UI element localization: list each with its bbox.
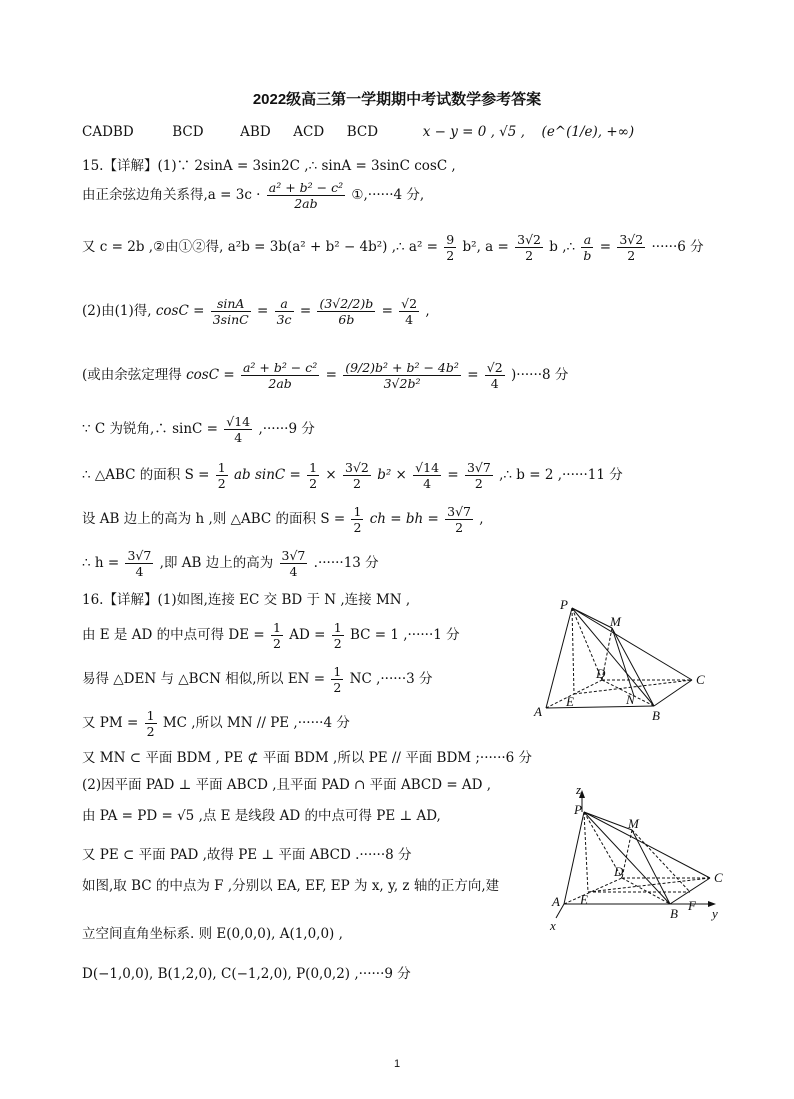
text: cosC = [155,303,205,319]
q15-line-7 [82,460,623,491]
fraction [307,460,319,491]
denominator: b [583,248,592,263]
label-C: C [696,672,705,687]
label-D: D [596,666,606,681]
denominator: 2 [446,248,455,263]
q16-line-2 [82,620,460,651]
fraction [332,620,344,651]
numerator: 3√7 [466,460,491,475]
fraction [125,548,153,579]
numerator: 9 [446,232,455,247]
denominator: 2 [352,476,361,491]
text: b² × [377,467,407,483]
numerator: (3√2/2)b [319,296,374,311]
label-M: M [628,816,639,831]
numerator: a² + b² − c² [242,360,318,375]
label-M: M [610,614,621,629]
label-P: P [574,802,582,817]
denominator: 4 [135,564,144,579]
denominator: 2 [333,636,342,651]
q16-line-4 [82,708,350,739]
q15-line-4: (2)由(1)得, cosC = $\frac{\sin A}{3\sin C}$ = $\frac{a}{3c}$ = $\frac{(3√2/2)b}{6b}$ = $\frac{√2}{4}$ , [82,296,430,327]
numerator: √14 [226,414,251,429]
numerator: sinA [211,296,251,312]
denominator: 3sinC [212,312,249,327]
fraction [267,180,345,211]
fraction [224,414,252,445]
text: × [325,467,337,483]
q16-line-1: 16.【详解】(1)如图,连接 EC 交 BD 于 N ,连接 MN , [82,592,411,608]
text: (或由余弦定理得 [82,367,182,383]
numerator: 3√2 [619,232,644,247]
q15-line-9 [82,548,379,579]
text: b², a = [462,239,509,255]
fraction [275,296,294,327]
pyramid-figure-2 [540,784,740,934]
fraction [343,460,371,491]
text: ∵ C 为锐角,∴ sinC = [82,421,218,437]
text: = [447,467,459,483]
q16-line-10: 立空间直角坐标系. 则 E(0,0,0), A(1,0,0) , [82,926,343,942]
numerator: 3√7 [447,504,471,519]
text: .······13 分 [313,555,379,571]
denominator: 2 [272,636,281,651]
text: cosC = [186,367,235,383]
text: ab sinC = [234,467,301,483]
q15-line-5: (或由余弦定理得 cosC = $\frac{\text{a² + b² − c²}}{2ab}$ = $\frac{\text{(9/2)b² + b² − 4b²}}{\text{3√2b²}}$ = $\frac{√2}{4}$ )······8 分 [82,360,569,391]
fraction [216,460,228,491]
fraction [343,360,461,391]
denominator: 3c [276,312,292,327]
fraction [280,548,308,579]
q16-line-9: 如图,取 BC 的中点为 F ,分别以 EA, EF, EP 为 x, y, z 轴的正方向,建 [82,878,500,894]
label-x: x [550,918,556,933]
denominator: 2 [309,476,318,491]
fraction [445,504,473,535]
label-C: C [714,870,723,885]
text: 又 c = 2b ,②由①②得, a²b = 3b(a² + b² − 4b²) ,∴ a² = [82,239,438,255]
fraction [351,504,363,535]
text: 易得 △DEN 与 △BCN 相似,所以 EN = [82,671,326,687]
fraction [241,360,319,391]
text: )······8 分 [511,367,569,383]
page-title: 2022级高三第一学期期中考试数学参考答案 [252,91,542,108]
fraction [317,296,375,327]
denominator: 2ab [268,376,292,391]
fraction [444,232,456,263]
label-B: B [652,708,660,723]
text: , [479,511,484,527]
answer-group: BCD [346,124,379,140]
fraction [211,296,251,327]
denominator: 2 [217,476,226,491]
text: ∴ h = [82,555,120,571]
text: (2)由(1)得, [82,303,152,319]
label-z: z [576,784,582,797]
label-B: B [670,906,678,921]
denominator: 4 [289,564,298,579]
text: MC ,所以 MN // PE ,······4 分 [162,715,350,731]
label-A: A [534,704,542,719]
text: ch = bh = [369,511,439,527]
numerator: 1 [146,708,155,723]
label-E: E [566,694,574,709]
numerator: a [581,232,593,248]
label-y: y [712,906,718,921]
label-F: F [688,898,696,913]
fraction [399,296,419,327]
numerator: 3√2 [345,460,369,475]
fraction [331,664,343,695]
text: NC ,······3 分 [349,671,433,687]
fraction [617,232,645,263]
numerator: 3√7 [127,548,152,563]
denominator: 4 [490,376,499,391]
pyramid-figure-1 [528,596,724,728]
numerator: (9/2)b² + b² − 4b² [345,360,459,375]
denominator: 2ab [294,196,318,211]
text: AD = [289,627,326,643]
numerator: 1 [272,620,281,635]
denominator: 2 [146,724,155,739]
denominator: 2 [333,680,342,695]
text: 由 E 是 AD 的中点可得 DE = [82,627,265,643]
fraction [413,460,441,491]
answer-line [82,122,634,142]
q15-line-2 [82,180,424,211]
fraction [485,360,505,391]
denominator: 2 [353,520,362,535]
label-A: A [552,894,560,909]
answer-group: BCD [172,124,204,140]
q16-line-8: 又 PE ⊂ 平面 PAD ,故得 PE ⊥ 平面 ABCD .······8 分 [82,847,412,863]
numerator: a² + b² − c² [268,180,344,195]
page-number: 1 [393,1058,401,1070]
q15-line-8 [82,504,484,535]
text: = [256,303,269,319]
text: ······6 分 [651,239,704,255]
numerator: 1 [333,620,342,635]
q16-line-5: 又 MN ⊂ 平面 BDM , PE ⊄ 平面 BDM ,所以 PE // 平面 BDM ;······6 分 [82,750,533,766]
q15-line-6 [82,414,315,445]
label-D: D [614,864,624,879]
text: b ,∴ [549,239,576,255]
text: = [599,239,612,255]
q16-line-6: (2)因平面 PAD ⊥ 平面 ABCD ,且平面 PAD ∩ 平面 ABCD = AD , [82,777,492,793]
numerator: √2 [401,296,418,311]
label-P: P [560,597,568,612]
fraction [145,708,157,739]
fraction [271,620,283,651]
text: 又 PM = [82,715,139,731]
numerator: √2 [486,360,503,375]
fill-answer: (e^(1/e), +∞) [541,124,635,140]
label-N: N [626,692,635,707]
numerator: 1 [333,664,342,679]
denominator: 6b [338,312,355,327]
text: ,······9 分 [258,421,315,437]
denominator: 2 [525,248,534,263]
numerator: 1 [309,460,318,475]
fraction [515,232,543,263]
denominator: 4 [423,476,432,491]
answer-group: CADBD [82,124,134,140]
denominator: 4 [405,312,414,327]
numerator: 3√7 [281,548,306,563]
fraction [465,460,493,491]
q16-line-11: D(−1,0,0), B(1,2,0), C(−1,2,0), P(0,0,2) ,······9 分 [82,966,411,982]
q16-line-7: 由 PA = PD = √5 ,点 E 是线段 AD 的中点可得 PE ⊥ AD, [82,808,441,824]
text: ,∴ b = 2 ,······11 分 [499,467,623,483]
q15-line-1: 15.【详解】(1)∵ 2sinA = 3sin2C ,∴ sinA = 3sinC cosC , [82,158,456,174]
q15-line-3 [82,232,704,263]
fill-answer: x − y = 0 , √5 , [422,124,525,140]
text: ∴ △ABC 的面积 S = [82,467,210,483]
denominator: 3√2b² [383,376,421,391]
text: BC = 1 ,······1 分 [349,627,460,643]
answer-group: ACD [293,124,325,140]
q16-line-3 [82,664,433,695]
numerator: 3√2 [517,232,541,247]
text: ,即 AB 边上的高为 [159,555,274,571]
text: 由正余弦边角关系得,a = 3c · [82,187,261,203]
answer-group: ABD [240,124,271,140]
numerator: a [275,296,294,312]
denominator: 2 [627,248,636,263]
text: , [425,303,430,319]
numerator: 1 [217,460,226,475]
numerator: 1 [353,504,362,519]
denominator: 4 [234,430,243,445]
numerator: √14 [415,460,440,475]
denominator: 2 [474,476,483,491]
fraction [581,232,593,263]
denominator: 2 [455,520,464,535]
text: ①,······4 分, [351,187,425,203]
label-E: E [580,892,588,907]
text: 设 AB 边上的高为 h ,则 △ABC 的面积 S = [82,511,346,527]
